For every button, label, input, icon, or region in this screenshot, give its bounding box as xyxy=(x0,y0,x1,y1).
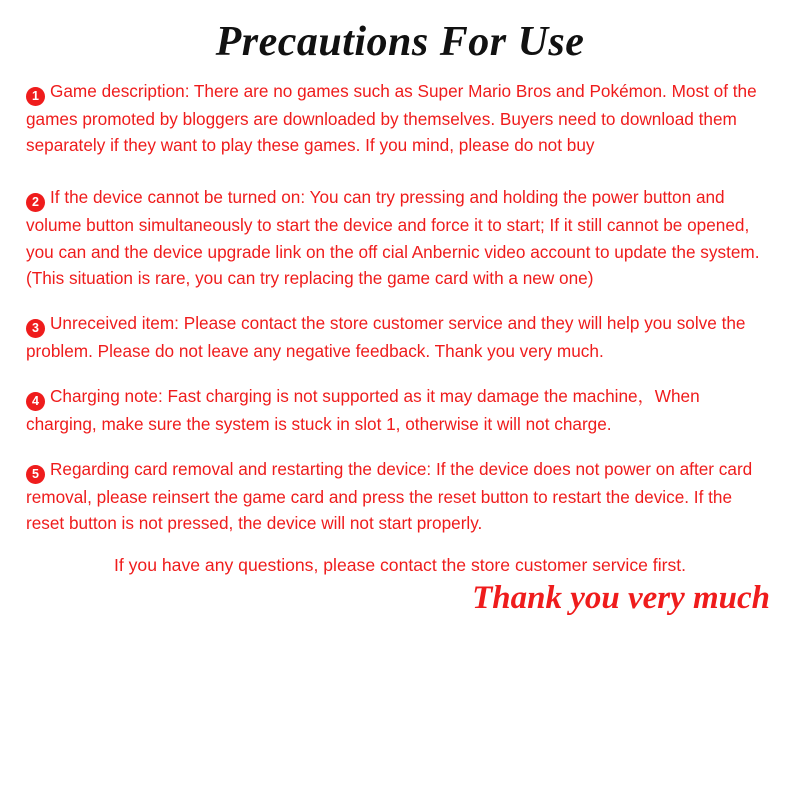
list-item-text: Game description: There are no games such as Super Mario Bros and Pokémon. Most of the games promoted by bloggers are downloaded by themselves. Buyers need to download them separately if they want to play these games. If you mind, please do not buy xyxy=(26,81,757,156)
list-item-body xyxy=(26,456,774,536)
list-item-body xyxy=(26,383,774,437)
list-item xyxy=(26,78,774,158)
list-item xyxy=(26,184,774,290)
list-item-number: 3 xyxy=(26,319,45,338)
list-item-number: 1 xyxy=(26,87,45,106)
list-item-number: 2 xyxy=(26,193,45,212)
list-item xyxy=(26,310,774,364)
list-item-body xyxy=(26,310,774,364)
list-item-text: Unreceived item: Please contact the store customer service and they will help you solve the problem. Please do not leave any negative feedback. Thank you very much. xyxy=(26,312,746,361)
thanks-note: Thank you very much xyxy=(472,580,770,617)
list-item xyxy=(26,383,774,437)
list-item-text: Charging note: Fast charging is not supported as it may damage the machine，When charging, make sure the system is stuck in slot 1, otherwise it will not charge. xyxy=(26,385,700,434)
list-item-text: If the device cannot be turned on: You can try pressing and holding the power button and volume button simultaneously to start the device and force it to start; If it still cannot be opened, you can and the device upgrade link on the off cial Anbernic video account to update the system. (This situation is rare, you can try replacing the game card with a new one) xyxy=(26,187,760,288)
closing-note: If you have any questions, please contact the store customer service first. xyxy=(113,555,687,576)
page-title: Precautions For Use xyxy=(215,19,585,65)
list-item-body xyxy=(26,78,774,158)
list-item-number: 5 xyxy=(26,465,45,484)
list-item xyxy=(26,456,774,536)
list-item-text: Regarding card removal and restarting the device: If the device does not power on after card removal, please reinsert the game card and press the reset button to restart the device. If the reset button is not pressed, the device will not start properly. xyxy=(26,459,753,534)
precautions-list xyxy=(26,78,774,536)
list-item-number: 4 xyxy=(26,392,45,411)
list-item-body xyxy=(26,184,774,290)
